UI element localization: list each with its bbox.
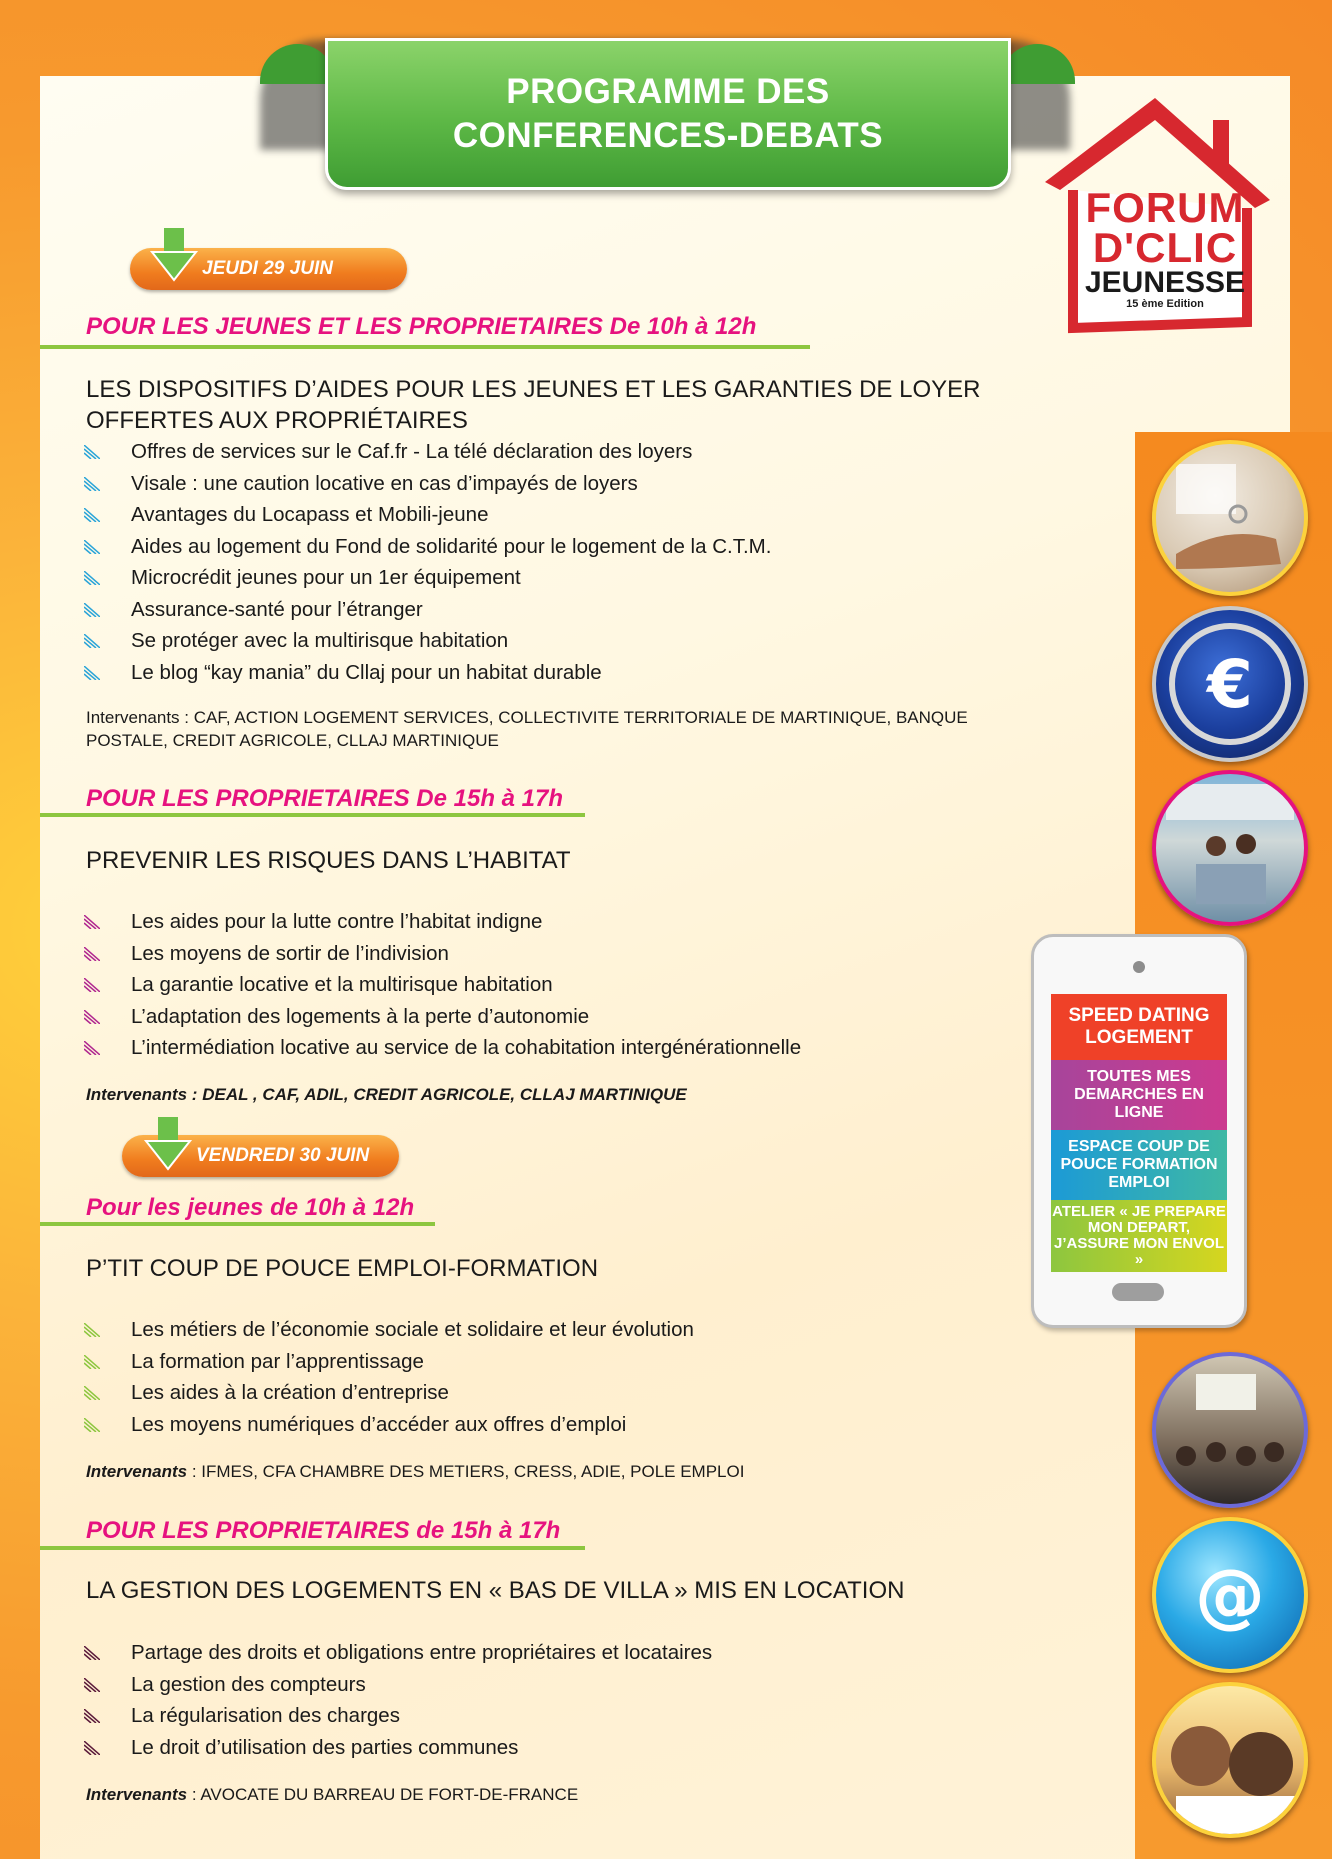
list-item: Aides au logement du Fond de solidarité pour le logement de la C.T.M. [84, 531, 771, 563]
intervenants-label: Intervenants [86, 1785, 188, 1804]
euro-coin-image [1152, 606, 1308, 762]
intervenants [86, 1083, 687, 1106]
list-item: Se protéger avec la multirisque habitation [84, 625, 771, 657]
hatch-bullet-icon [84, 1355, 100, 1369]
logo-jeunesse-text: JEUNESSE [1084, 266, 1246, 299]
hatch-bullet-icon [84, 1418, 100, 1432]
hatch-bullet-icon [84, 571, 100, 585]
hatch-bullet-icon [84, 508, 100, 522]
list-item: La formation par l’apprentissage [84, 1346, 694, 1378]
faces-icon [1156, 1686, 1304, 1834]
logo-forum-text: FORUM [1085, 184, 1245, 231]
list-item: La régularisation des charges [84, 1700, 712, 1732]
section-topic: PREVENIR LES RISQUES DANS L’HABITAT [86, 847, 571, 874]
hatch-bullet-icon [84, 1741, 100, 1755]
keys-hand-photo [1152, 440, 1308, 596]
hatch-bullet-icon [84, 1646, 100, 1660]
section-heading: POUR LES JEUNES ET LES PROPRIETAIRES De 10h à 12h [86, 313, 757, 340]
day-label: VENDREDI 30 JUIN [196, 1145, 370, 1166]
bullet-list-3 [84, 1314, 694, 1440]
hatch-bullet-icon [84, 634, 100, 648]
at-sign-icon [1156, 1521, 1304, 1669]
hatch-bullet-icon [84, 1386, 100, 1400]
hand-keys-icon [1156, 444, 1304, 592]
section-rule [40, 1222, 435, 1226]
hatch-bullet-icon [84, 603, 100, 617]
intervenants-label: Intervenants [86, 1462, 188, 1481]
camera-icon [1133, 961, 1145, 973]
down-arrow-icon [144, 1117, 192, 1171]
section-topic: P’TIT COUP DE POUCE EMPLOI-FORMATION [86, 1255, 599, 1282]
list-item: Avantages du Locapass et Mobili-jeune [84, 499, 771, 531]
svg-text:@: @ [1195, 1554, 1265, 1636]
conference-photo [1152, 1352, 1308, 1508]
section-heading: Pour les jeunes de 10h à 12h [86, 1194, 415, 1221]
hatch-bullet-icon [84, 1041, 100, 1055]
hatch-bullet-icon [84, 540, 100, 554]
svg-text:€: € [1207, 646, 1253, 723]
intervenants [86, 706, 1046, 752]
title-banner [325, 38, 1011, 190]
hatch-bullet-icon [84, 666, 100, 680]
hatch-bullet-icon [84, 445, 100, 459]
section-heading: POUR LES PROPRIETAIRES De 15h à 17h [86, 785, 564, 812]
section-rule [40, 1546, 585, 1550]
hatch-bullet-icon [84, 915, 100, 929]
list-item: Les aides pour la lutte contre l’habitat indigne [84, 906, 801, 938]
intervenants-list: DEAL , CAF, ADIL, CREDIT AGRICOLE, CLLAJ MARTINIQUE [202, 1085, 687, 1104]
intervenants-list: : AVOCATE DU BARREAU DE FORT-DE-FRANCE [191, 1785, 579, 1804]
list-item: L’adaptation des logements à la perte d’autonomie [84, 1001, 801, 1033]
smiling-people-photo [1152, 1682, 1308, 1838]
logo-edition-text: 15 ème Edition [1126, 298, 1204, 310]
list-item: Les métiers de l’économie sociale et solidaire et leur évolution [84, 1314, 694, 1346]
tile-demarches: TOUTES MES DEMARCHES EN LIGNE [1051, 1060, 1227, 1130]
list-item: Visale : une caution locative en cas d’impayés de loyers [84, 468, 771, 500]
list-item: Le blog “kay mania” du Cllaj pour un habitat durable [84, 657, 771, 689]
hatch-bullet-icon [84, 1678, 100, 1692]
caf-desk-photo [1152, 770, 1308, 926]
people-icon [1156, 774, 1304, 922]
list-item: La garantie locative et la multirisque habitation [84, 969, 801, 1001]
list-item: Partage des droits et obligations entre propriétaires et locataires [84, 1637, 712, 1669]
list-item: Offres de services sur le Caf.fr - La télé déclaration des loyers [84, 436, 771, 468]
list-item: Le droit d’utilisation des parties communes [84, 1732, 712, 1764]
home-button-icon [1112, 1283, 1164, 1301]
audience-icon [1156, 1356, 1304, 1504]
list-item: Assurance-santé pour l’étranger [84, 594, 771, 626]
tile-coup-de-pouce: ESPACE COUP DE POUCE FORMATION EMPLOI [1051, 1130, 1227, 1200]
bullet-list-2 [84, 906, 801, 1064]
intervenants-label: Intervenants : [86, 708, 190, 727]
list-item: Les moyens numériques d’accéder aux offres d’emploi [84, 1409, 694, 1441]
intervenants [86, 1460, 744, 1483]
section-topic: LES DISPOSITIFS D’AIDES POUR LES JEUNES ET LES GARANTIES DE LOYER OFFERTES AUX PROPRIÉTAIRES [86, 376, 981, 434]
day-label: JEUDI 29 JUIN [202, 258, 333, 279]
list-item: Les moyens de sortir de l’indivision [84, 938, 801, 970]
phone-screen [1051, 994, 1227, 1272]
euro-icon [1156, 610, 1304, 758]
intervenants-label: Intervenants : [86, 1085, 198, 1104]
section-rule [40, 345, 810, 349]
section-topic: LA GESTION DES LOGEMENTS EN « BAS DE VILLA » MIS EN LOCATION [86, 1577, 905, 1604]
tile-atelier: ATELIER « JE PREPARE MON DEPART, J’ASSURE MON ENVOL » [1051, 1200, 1227, 1272]
hatch-bullet-icon [84, 1323, 100, 1337]
section-rule [40, 813, 585, 817]
intervenants [86, 1783, 578, 1806]
list-item: Les aides à la création d’entreprise [84, 1377, 694, 1409]
hatch-bullet-icon [84, 1709, 100, 1723]
hatch-bullet-icon [84, 1010, 100, 1024]
down-arrow-icon [150, 228, 198, 282]
intervenants-list: CAF, ACTION LOGEMENT SERVICES, COLLECTIVITE TERRITORIALE DE MARTINIQUE, BANQUE POSTALE, CREDIT AGRICOLE, CLLAJ MARTINIQUE [86, 708, 968, 750]
email-at-image [1152, 1517, 1308, 1673]
intervenants-list: : IFMES, CFA CHAMBRE DES METIERS, CRESS, ADIE, POLE EMPLOI [191, 1462, 745, 1481]
section-heading: POUR LES PROPRIETAIRES de 15h à 17h [86, 1517, 561, 1544]
bullet-list-4 [84, 1637, 712, 1763]
hatch-bullet-icon [84, 477, 100, 491]
bullet-list-1 [84, 436, 771, 688]
list-item: L’intermédiation locative au service de la cohabitation intergénérationnelle [84, 1032, 801, 1064]
hatch-bullet-icon [84, 978, 100, 992]
list-item: Microcrédit jeunes pour un 1er équipement [84, 562, 771, 594]
phone-graphic [1031, 934, 1247, 1328]
forum-logo [1080, 184, 1250, 310]
hatch-bullet-icon [84, 947, 100, 961]
logo-clic-text: D'CLIC [1092, 224, 1238, 271]
banner-title-line2: CONFERENCES-DEBATS [452, 116, 884, 155]
banner-title-line1: PROGRAMME DES [506, 72, 830, 111]
tile-speed-dating: SPEED DATING LOGEMENT [1051, 994, 1227, 1060]
list-item: La gestion des compteurs [84, 1669, 712, 1701]
